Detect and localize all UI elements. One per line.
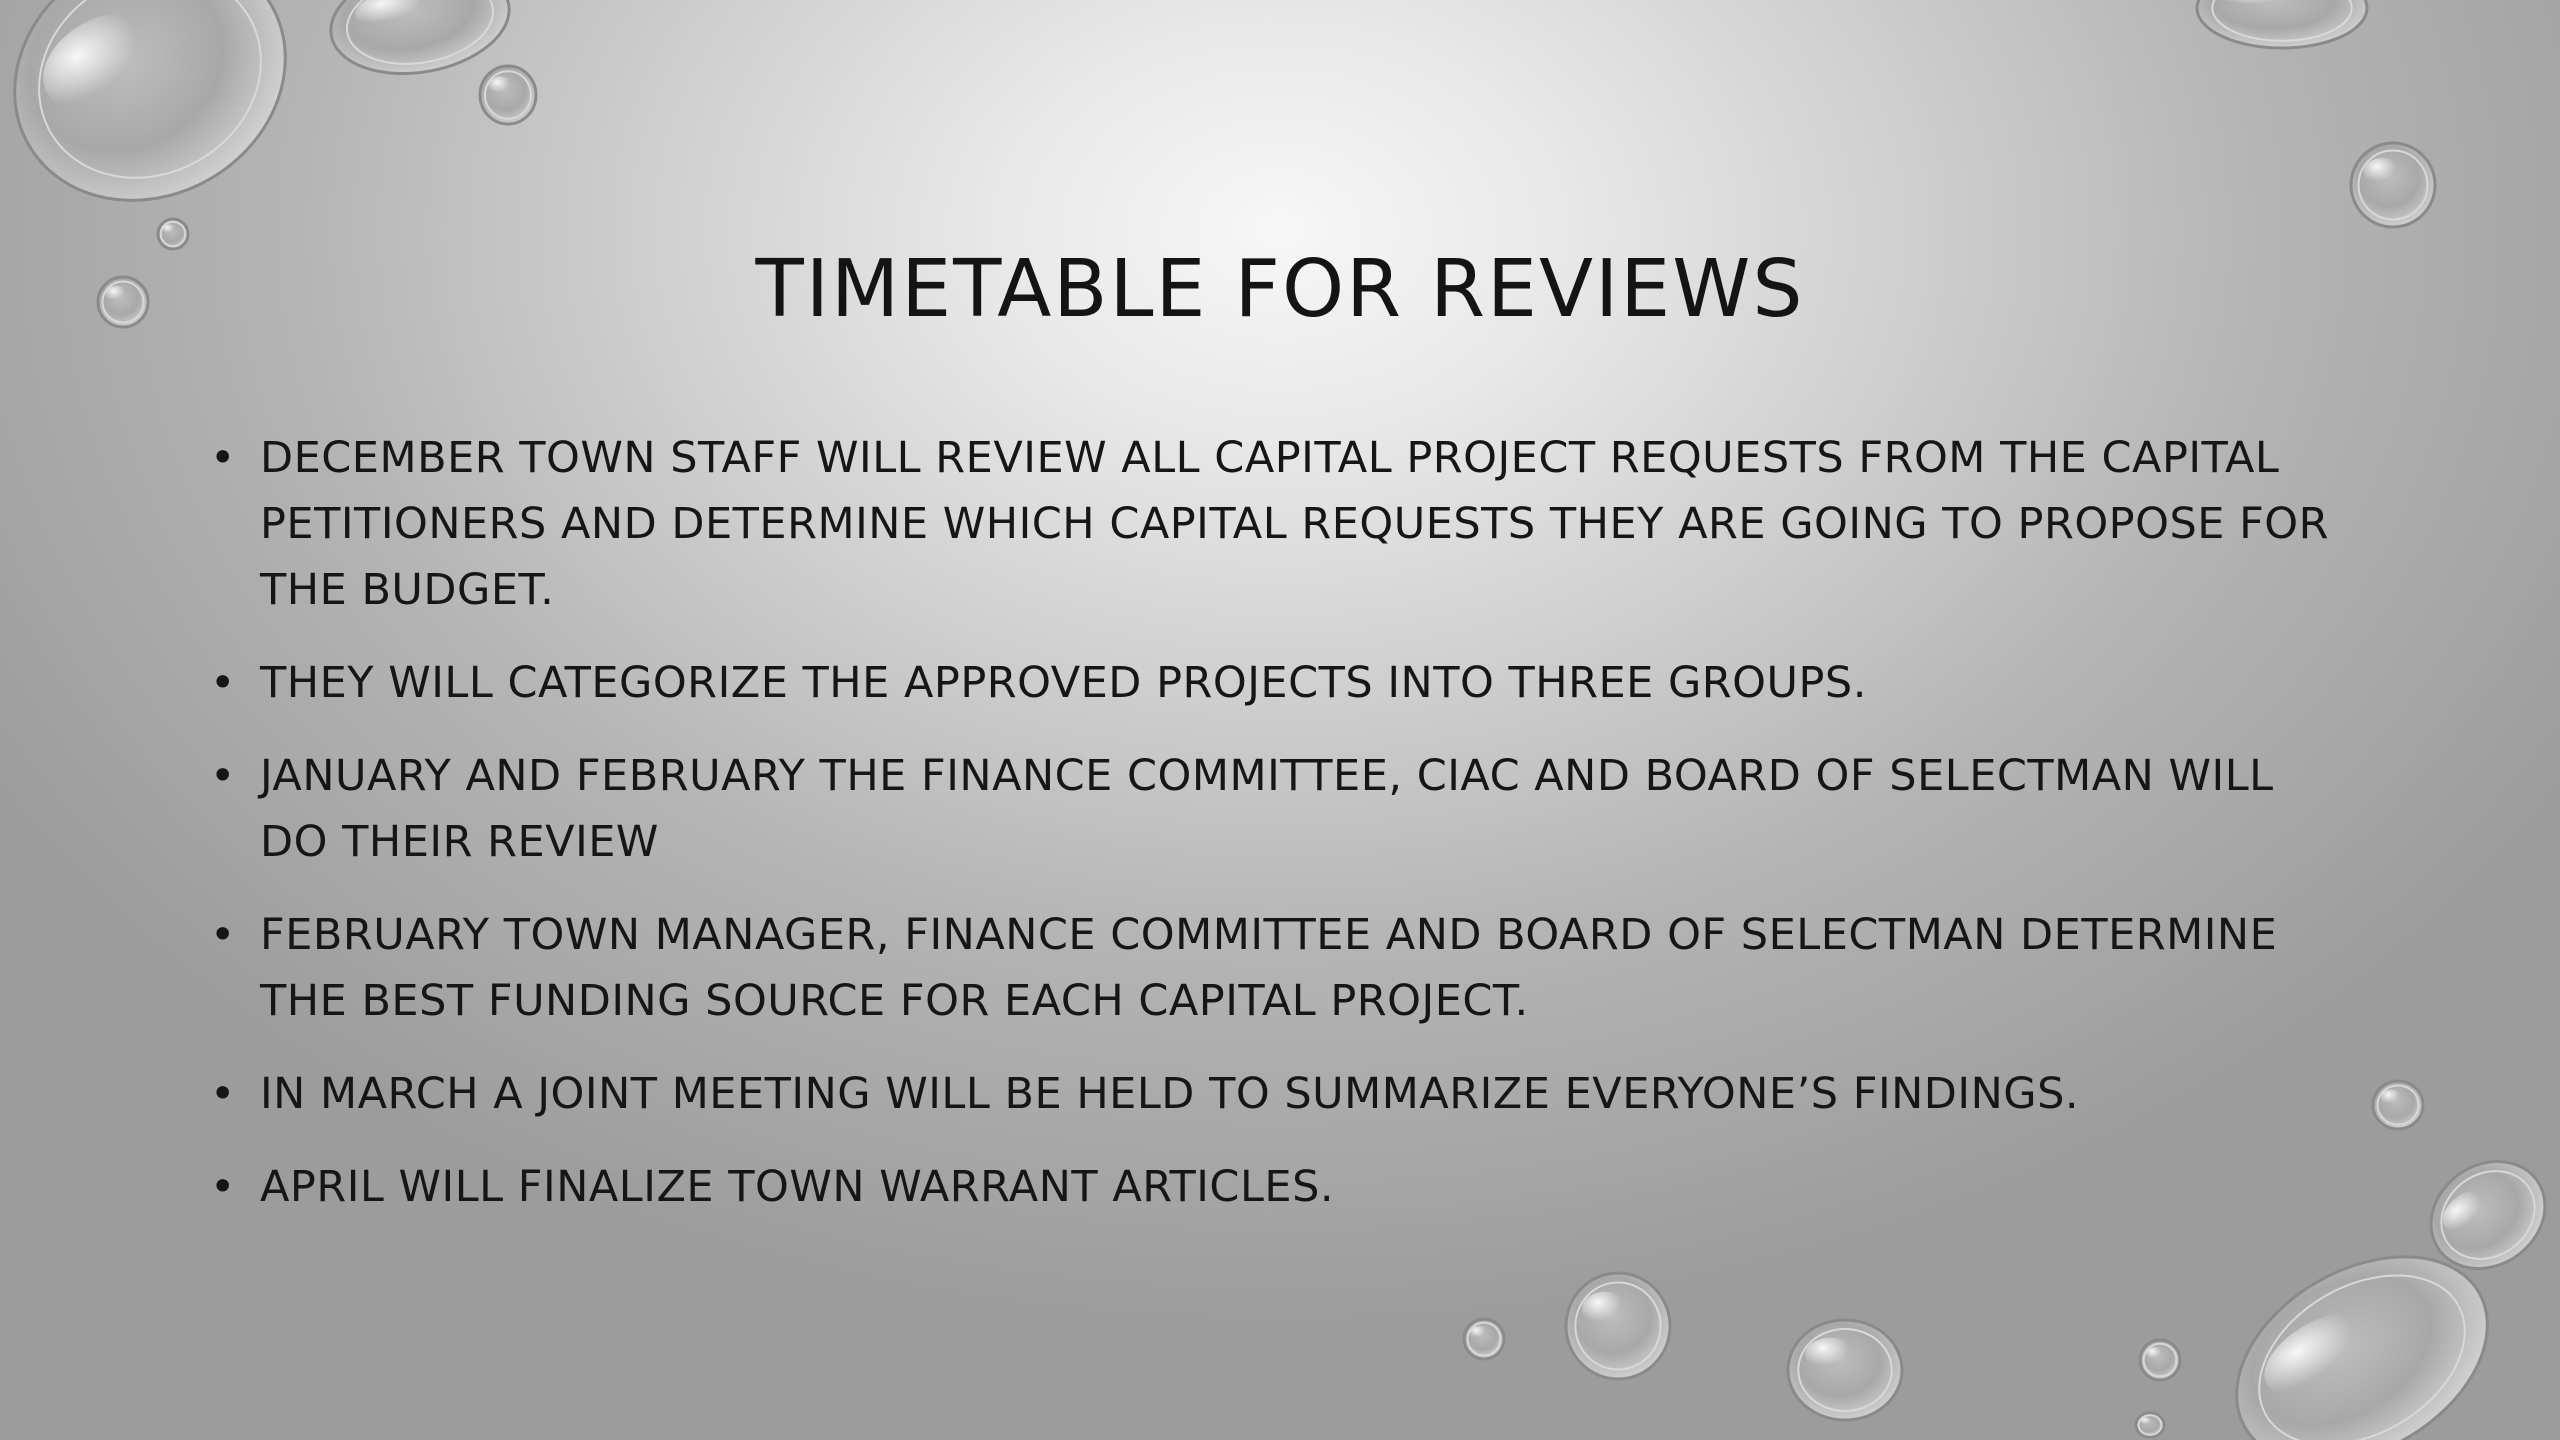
bullet-item [210,902,2340,1034]
bullet-text: THEY WILL CATEGORIZE THE APPROVED PROJECTS INTO THREE GROUPS. [260,658,1867,708]
water-droplet [1464,1319,1504,1359]
bullet-text: DECEMBER TOWN STAFF WILL REVIEW ALL CAPITAL PROJECT REQUESTS FROM THE CAPITAL PETITIONERS AND DETERMINE WHICH CAPITAL REQUESTS THEY ARE GOING TO PROPOSE FOR THE BUDGET. [260,433,2330,615]
water-droplet [1788,1320,1902,1420]
water-droplet [2197,0,2367,48]
water-droplet [0,0,331,249]
water-droplet [2373,1081,2423,1129]
bullet-icon: • [210,1162,236,1212]
water-droplet [2140,1340,2180,1380]
bullet-icon: • [210,658,236,708]
bullet-text: IN MARCH A JOINT MEETING WILL BE HELD TO SUMMARIZE EVERYONE’S FINDINGS. [260,1069,2080,1119]
bullet-list [210,425,2340,1247]
water-droplet [480,66,536,124]
bullet-item [210,1154,2340,1220]
bullet-item [210,650,2340,716]
bullet-icon: • [210,751,236,801]
bullet-text: JANUARY AND FEBRUARY THE FINANCE COMMITTEE, CIAC AND BOARD OF SELECTMAN WILL DO THEIR REVIEW [260,751,2274,867]
water-droplet [2351,143,2435,227]
bullet-text: APRIL WILL FINALIZE TOWN WARRANT ARTICLES. [260,1162,1335,1212]
water-droplet [2136,1413,2164,1437]
bullet-item [210,743,2340,875]
bullet-icon: • [210,433,236,483]
slide-title: TIMETABLE FOR REVIEWS [755,243,1805,335]
bullet-icon: • [210,1069,236,1119]
bullet-item [210,1061,2340,1127]
bullet-text: FEBRUARY TOWN MANAGER, FINANCE COMMITTEE AND BOARD OF SELECTMAN DETERMINE THE BEST FUNDING SOURCE FOR EACH CAPITAL PROJECT. [260,910,2278,1026]
bullet-icon: • [210,910,236,960]
water-droplet [1566,1273,1670,1379]
bullet-item [210,425,2340,623]
